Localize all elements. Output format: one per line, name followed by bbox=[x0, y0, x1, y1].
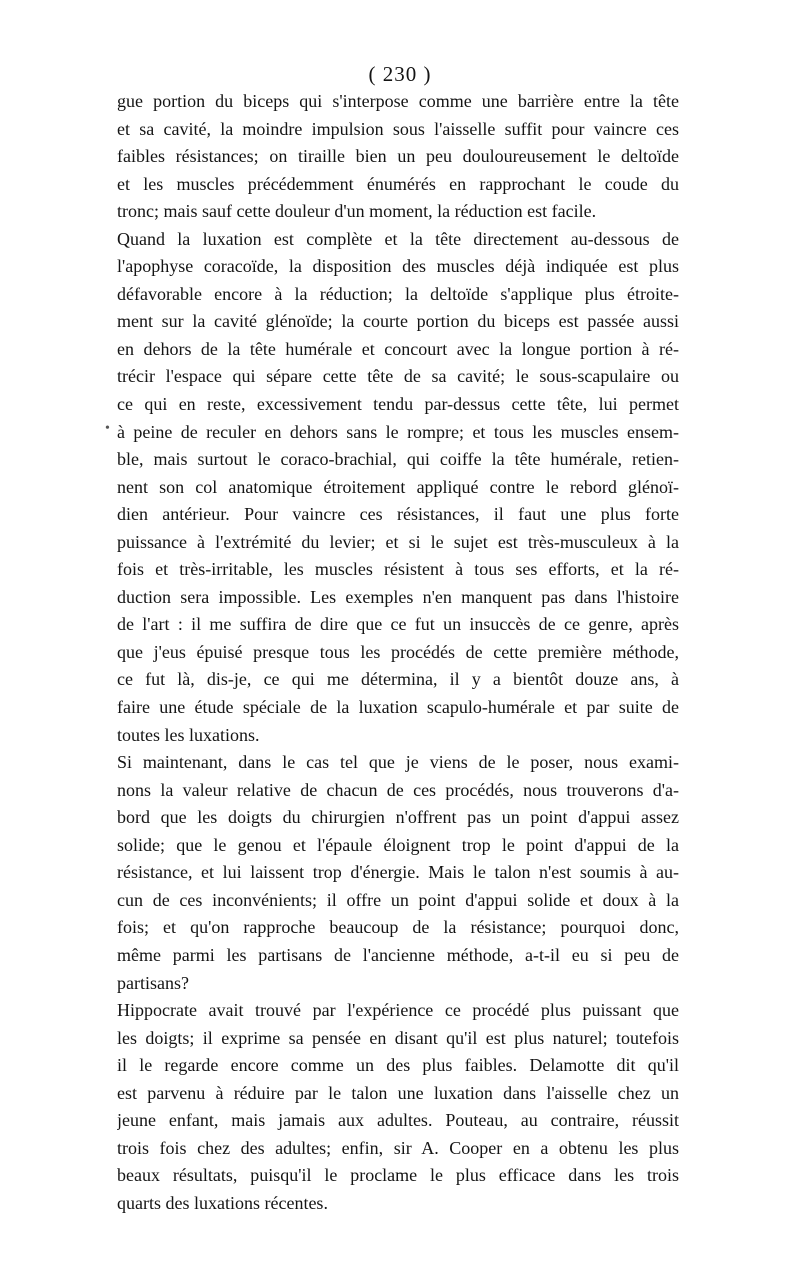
paragraph bbox=[117, 88, 679, 226]
text-line: trécir l'espace qui sépare cette tête de sa cavité; le sous-scapulaire ou bbox=[117, 366, 679, 387]
text-line: Si maintenant, dans le cas tel que je viens de le poser, nous exami- bbox=[117, 752, 679, 773]
text-line: fois et très-irritable, les muscles résistent à tous ses efforts, et la ré- bbox=[117, 559, 679, 580]
text-line: ment sur la cavité glénoïde; la courte portion du biceps est passée aussi bbox=[117, 311, 679, 332]
text-line: l'apophyse coracoïde, la disposition des muscles déjà indiquée est plus bbox=[117, 256, 679, 277]
text-line: quarts des luxations récentes. bbox=[117, 1192, 328, 1213]
text-line: trois fois chez des adultes; enfin, sir A. Cooper en a obtenu les plus bbox=[117, 1137, 679, 1158]
text-line: et sa cavité, la moindre impulsion sous l'aisselle suffit pour vaincre ces bbox=[117, 118, 679, 139]
text-line: il le regarde encore comme un des plus faibles. Delamotte dit qu'il bbox=[117, 1055, 679, 1076]
text-line: fois; et qu'on rapproche beaucoup de la résistance; pourquoi donc, bbox=[117, 917, 679, 938]
text-line: résistance, et lui laissent trop d'énergie. Mais le talon n'est soumis à au- bbox=[117, 862, 679, 883]
text-line: les doigts; il exprime sa pensée en disant qu'il est plus naturel; toutefois bbox=[117, 1027, 679, 1048]
text-line: et les muscles précédemment énumérés en rapprochant le coude du bbox=[117, 173, 679, 194]
margin-mark: • bbox=[105, 421, 110, 436]
text-line: ce qui en reste, excessivement tendu par-dessus cette tête, lui permet bbox=[117, 394, 679, 415]
text-line: est parvenu à réduire par le talon une luxation dans l'aisselle chez un bbox=[117, 1082, 679, 1103]
text-line: nons la valeur relative de chacun de ces procédés, nous trouverons d'a- bbox=[117, 779, 679, 800]
text-line: faire une étude spéciale de la luxation scapulo-humérale et par suite de bbox=[117, 697, 679, 718]
text-line: en dehors de la tête humérale et concourt avec la longue portion à ré- bbox=[117, 338, 679, 359]
paragraph bbox=[117, 997, 679, 1217]
text-line: puissance à l'extrémité du levier; et si le sujet est très-musculeux à la bbox=[117, 531, 679, 552]
text-line: ble, mais surtout le coraco-brachial, qui coiffe la tête humérale, retien- bbox=[117, 449, 679, 470]
text-line: Hippocrate avait trouvé par l'expérience ce procédé plus puissant que bbox=[117, 1000, 679, 1021]
page-number: ( 230 ) bbox=[368, 62, 432, 86]
text-line: faibles résistances; on tiraille bien un peu douloureusement le deltoïde bbox=[117, 146, 679, 167]
text-line: ce fut là, dis-je, ce qui me détermina, il y a bientôt douze ans, à bbox=[117, 669, 679, 690]
text-line: défavorable encore à la réduction; la deltoïde s'applique plus étroite- bbox=[117, 283, 679, 304]
text-line: partisans? bbox=[117, 972, 189, 993]
text-line: de l'art : il me suffira de dire que ce fut un insuccès de ce genre, après bbox=[117, 614, 679, 635]
text-line: gue portion du biceps qui s'interpose comme une barrière entre la tête bbox=[117, 91, 679, 111]
text-line: Quand la luxation est complète et la tête directement au-dessous de bbox=[117, 228, 679, 249]
text-line: duction sera impossible. Les exemples n'en manquent pas dans l'histoire bbox=[117, 586, 679, 607]
text-line: bord que les doigts du chirurgien n'offrent pas un point d'appui assez bbox=[117, 807, 679, 828]
text-line: beaux résultats, puisqu'il le proclame le plus efficace dans les trois bbox=[117, 1165, 679, 1186]
text-line: solide; que le genou et l'épaule éloignent trop le point d'appui de la bbox=[117, 834, 679, 855]
text-line: jeune enfant, mais jamais aux adultes. Pouteau, au contraire, réussit bbox=[117, 1110, 679, 1131]
text-line: tronc; mais sauf cette douleur d'un moment, la réduction est facile. bbox=[117, 201, 597, 222]
paragraph bbox=[117, 226, 679, 749]
text-line: à peine de reculer en dehors sans le rompre; et tous les muscles ensem- bbox=[117, 421, 679, 442]
text-line: que j'eus épuisé presque tous les procédés de cette première méthode, bbox=[117, 641, 679, 662]
text-line: nent son col anatomique étroitement appliqué contre le rebord glénoï- bbox=[117, 476, 679, 497]
body-text bbox=[117, 88, 679, 1217]
paragraph bbox=[117, 749, 679, 997]
text-line: dien antérieur. Pour vaincre ces résistances, il faut une plus forte bbox=[117, 504, 679, 525]
text-line: cun de ces inconvénients; il offre un point d'appui solide et doux à la bbox=[117, 889, 679, 910]
text-line: même parmi les partisans de l'ancienne méthode, a-t-il eu si peu de bbox=[117, 944, 679, 965]
text-line: toutes les luxations. bbox=[117, 724, 260, 745]
